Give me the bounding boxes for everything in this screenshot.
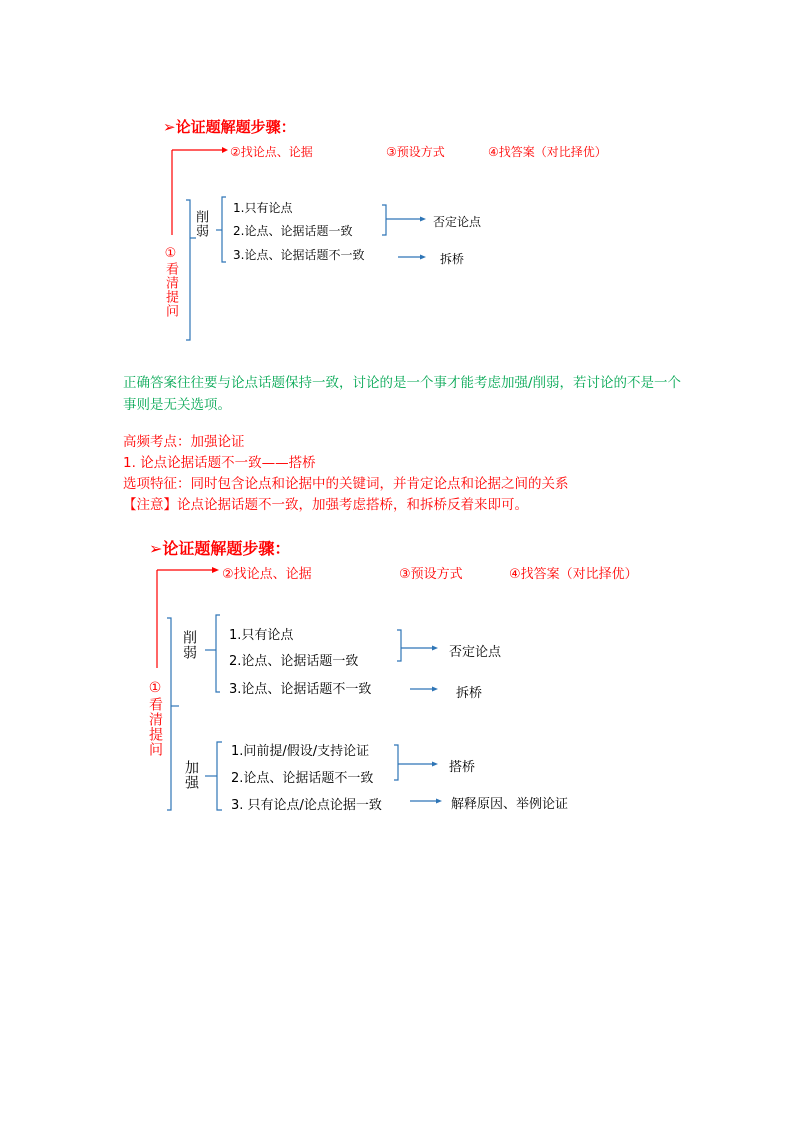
diagram2-weaken-result-a: 否定论点 [449, 645, 502, 660]
diagram2-step4: ④找答案（对比择优） [509, 567, 638, 582]
diagram2-strengthen-item-2: 2.论点、论据话题不一致 [231, 771, 374, 786]
diagram2-step1: ①看清提问 [147, 680, 163, 757]
diagram1-title: ➢论证题解题步骤： [163, 118, 296, 136]
diagram2-weaken-item-2: 2.论点、论据话题一致 [229, 654, 359, 669]
diagram1-weaken-item-3: 3.论点、论据话题不一致 [233, 248, 365, 262]
diagram1-step4: ④找答案（对比择优） [488, 145, 607, 159]
diagram2-weaken-label: 削弱 [181, 630, 197, 660]
diagram2-title: ➢论证题解题步骤： [149, 539, 291, 558]
diagram2-strengthen-item-1: 1.问前提/假设/支持论证 [231, 744, 370, 759]
diagram1-step2: ②找论点、论据 [230, 145, 313, 159]
note-line-4: 【注意】论点论据话题不一致，加强考虑搭桥，和拆桥反着来即可。 [123, 497, 528, 513]
diagram1-step3: ③预设方式 [386, 145, 445, 159]
diagram1-result-b: 拆桥 [440, 252, 465, 266]
diagram1-weaken-item-1: 1.只有论点 [233, 201, 293, 215]
diagram2-strengthen-result-b: 解释原因、举例论证 [451, 797, 569, 812]
diagram1-weaken-item-2: 2.论点、论据话题一致 [233, 224, 353, 238]
diagram2-weaken-item-3: 3.论点、论据话题不一致 [229, 682, 372, 697]
diagram2-weaken-item-1: 1.只有论点 [229, 628, 294, 643]
note-line-3: 选项特征：同时包含论点和论据中的关键词，并肯定论点和论据之间的关系 [123, 476, 569, 492]
diagram2-weaken-result-b: 拆桥 [456, 686, 483, 701]
diagram2-strengthen-result-a: 搭桥 [449, 760, 476, 775]
diagram2-strengthen-label: 加强 [183, 760, 199, 790]
diagram2-step2: ②找论点、论据 [222, 567, 312, 582]
diagram2-step3: ③预设方式 [399, 567, 463, 582]
diagram1-result-a: 否定论点 [433, 215, 482, 229]
diagram1-step1: ①看清提问 [163, 246, 178, 318]
diagram2-strengthen-item-3: 3. 只有论点/论点论据一致 [231, 798, 382, 813]
note-line-1: 高频考点：加强论证 [123, 434, 245, 450]
note-line-2: 1. 论点论据话题不一致——搭桥 [123, 455, 316, 471]
note-green-text: 正确答案往往要与论点话题保持一致，讨论的是一个事才能考虑加强/削弱，若讨论的不是一个事则是无关选项。 [123, 375, 682, 413]
diagram1-weaken-label: 削弱 [193, 210, 208, 238]
